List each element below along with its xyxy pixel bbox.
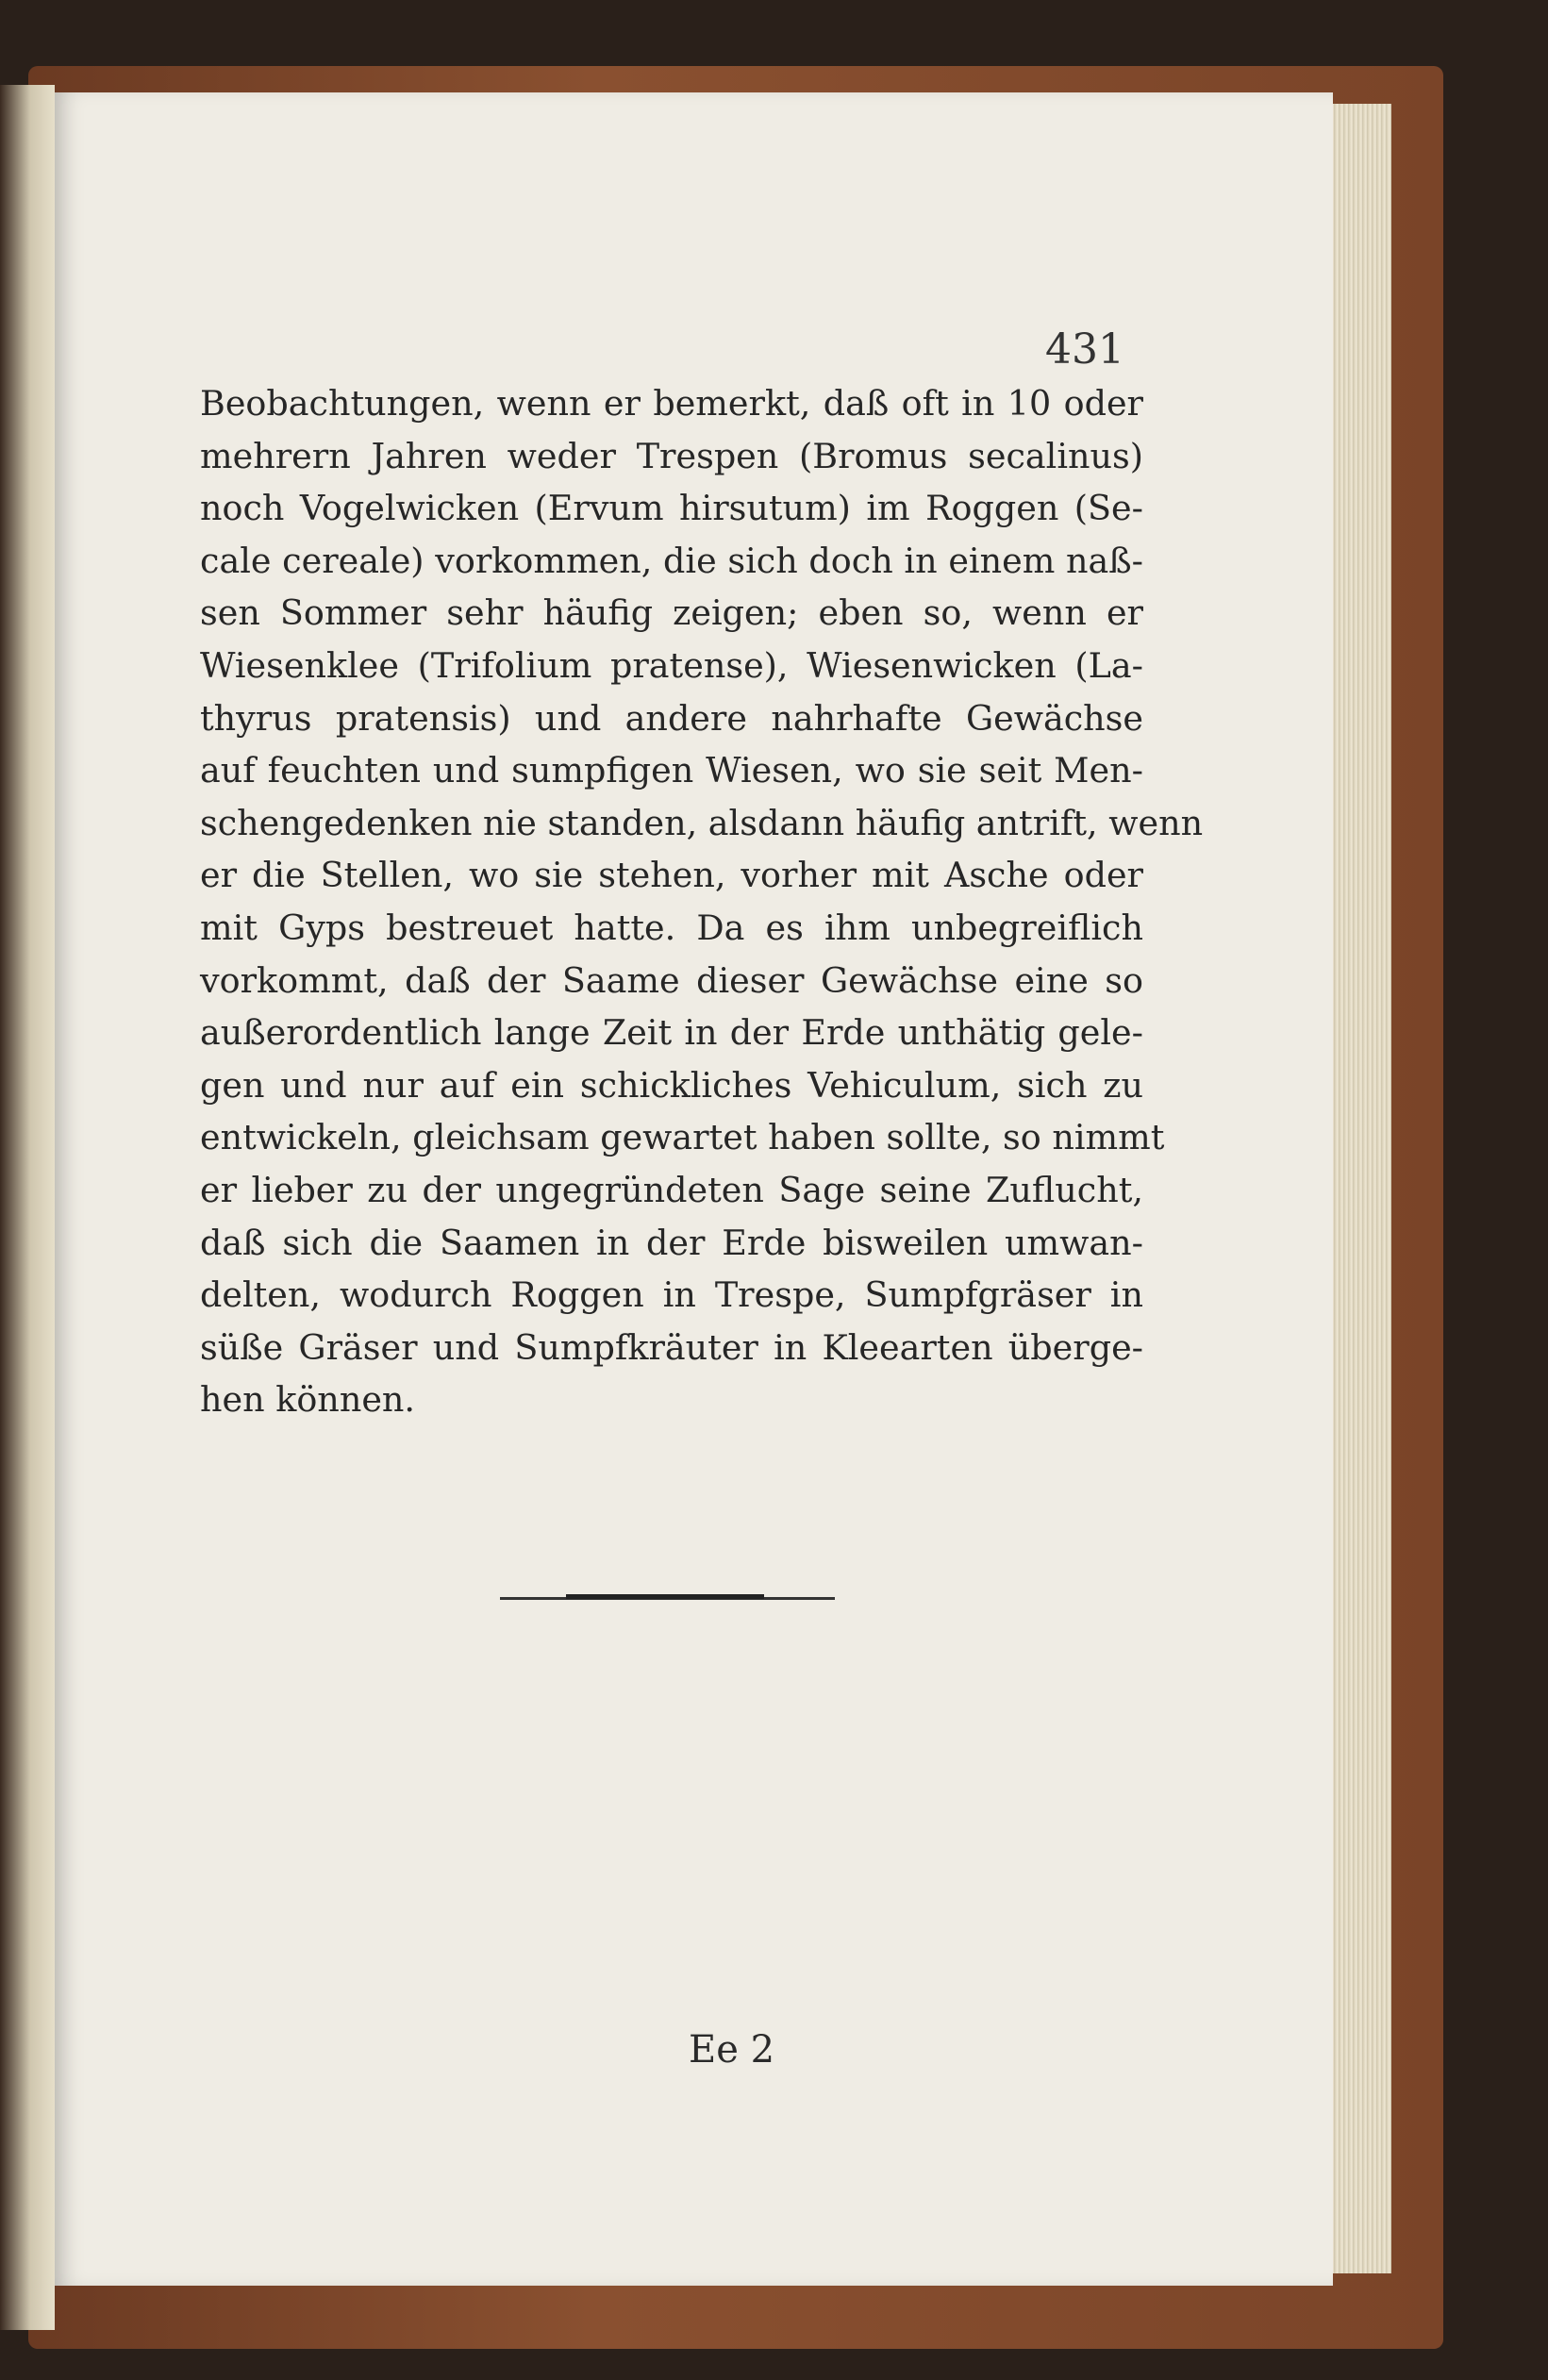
body-text [200, 377, 1204, 1426]
text-line: delten, wodurch Roggen in Trespe, Sumpfgräser in [200, 1274, 1143, 1316]
text-line: vorkommt, daß der Saame dieser Gewächse eine so [200, 959, 1143, 1001]
text-line: daß sich die Saamen in der Erde bisweilen umwan- [200, 1222, 1143, 1263]
text-line: cale cereale) vorkommen, die sich doch in einem naß- [200, 540, 1143, 581]
text-line: mit Gyps bestreuet hatte. Da es ihm unbegreiflich [200, 907, 1143, 948]
page-block-edges [1325, 104, 1391, 2273]
text-line: er lieber zu der ungegründeten Sage seine Zuflucht, [200, 1169, 1143, 1210]
text-line: gen und nur auf ein schickliches Vehiculum, sich zu [200, 1064, 1143, 1106]
text-line: außerordentlich lange Zeit in der Erde unthätig gele- [200, 1012, 1143, 1054]
signature-mark: Ee 2 [689, 2028, 775, 2072]
text-line: sen Sommer sehr häufig zeigen; eben so, wenn er [200, 592, 1143, 634]
text-line: Wiesenklee (Trifolium pratense), Wiesenwicken (La- [200, 644, 1143, 686]
text-line: thyrus pratensis) und andere nahrhafte Gewächse [200, 697, 1143, 739]
page-number: 431 [1045, 325, 1124, 374]
previous-page-edge [0, 85, 55, 2330]
text-line: schengedenken nie standen, alsdann häufig antrift, wenn [200, 802, 1204, 843]
text-line: Beobachtungen, wenn er bemerkt, daß oft in 10 oder [200, 383, 1143, 424]
section-rule-center [566, 1594, 764, 1599]
text-line: süße Gräser und Sumpfkräuter in Kleearten überge- [200, 1326, 1143, 1368]
text-line: noch Vogelwicken (Ervum hirsutum) im Roggen (Se- [200, 488, 1143, 529]
text-line: mehrern Jahren weder Trespen (Bromus secalinus) [200, 435, 1143, 476]
text-line: auf feuchten und sumpfigen Wiesen, wo sie seit Men- [200, 750, 1143, 791]
text-line: entwickeln, gleichsam gewartet haben sollte, so nimmt [200, 1117, 1165, 1158]
text-line: hen können. [200, 1379, 416, 1421]
text-line: er die Stellen, wo sie stehen, vorher mit Asche oder [200, 855, 1143, 896]
